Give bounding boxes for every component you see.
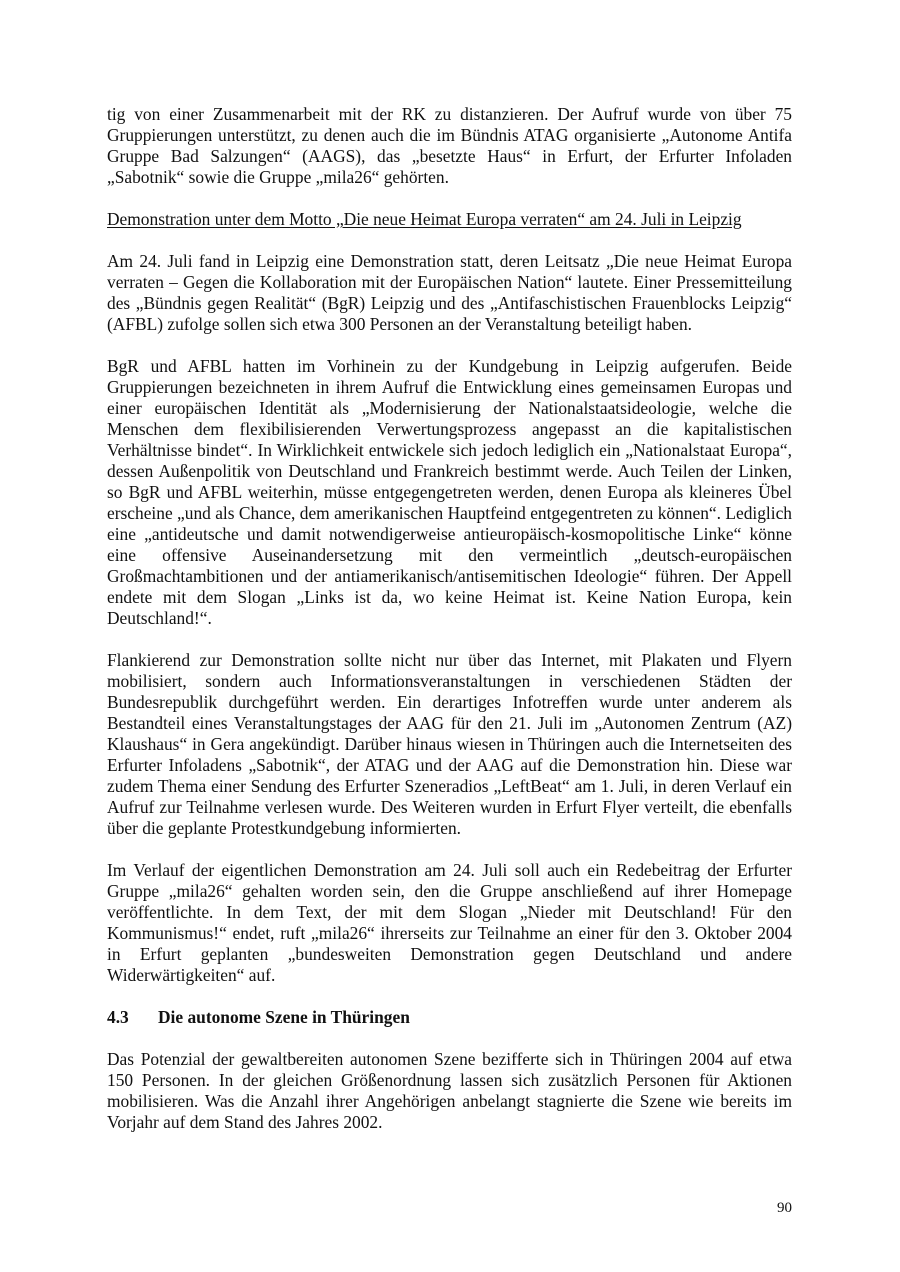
paragraph: Am 24. Juli fand in Leipzig eine Demonstration statt, deren Leitsatz „Die neue Heimat Europa verraten – Gegen die Kollaboration mit der Europäischen Nation“ lautete. Einer Pressemitteilung des „Bündnis gegen Realität“ (BgR) Leipzig und des „Antifaschistischen Frauenblocks Leipzig“ (AFBL) zufolge sollen sich etwa 300 Personen an der Veranstaltung beteiligt haben. xyxy=(107,251,792,334)
paragraph: tig von einer Zusammenarbeit mit der RK zu distanzieren. Der Aufruf wurde von über 75 Gruppierungen unterstützt, zu denen auch die im Bündnis ATAG organisierte „Autonome Antifa Gruppe Bad Salzungen“ (AAGS), das „besetzte Haus“ in Erfurt, der Erfurter Infoladen „Sabotnik“ sowie die Gruppe „mila26“ gehörten. xyxy=(107,104,792,187)
section-number: 4.3 xyxy=(107,1007,129,1027)
document-page xyxy=(107,104,792,1133)
subheading: Demonstration unter dem Motto „Die neue Heimat Europa verraten“ am 24. Juli in Leipzig xyxy=(107,209,742,229)
paragraph: Flankierend zur Demonstration sollte nicht nur über das Internet, mit Plakaten und Flyern mobilisiert, sondern auch Informationsveranstaltungen in verschiedenen Städten der Bundesrepublik durchgeführt werden. Ein derartiges Infotreffen wurde unter anderem als Bestandteil eines Veranstaltungstages der AAG für den 21. Juli im „Autonomen Zentrum (AZ) Klaushaus“ in Gera angekündigt. Darüber hinaus wiesen in Thüringen auch die Internetseiten des Erfurter Infoladens „Sabotnik“, der ATAG und der AAG auf die Demonstration hin. Diese war zudem Thema einer Sendung des Erfurter Szeneradios „LeftBeat“ am 1. Juli, in deren Verlauf ein Aufruf zur Teilnahme verlesen wurde. Des Weiteren wurden in Erfurt Flyer verteilt, die ebenfalls über die geplante Protestkundgebung informierten. xyxy=(107,650,792,838)
paragraph: Das Potenzial der gewaltbereiten autonomen Szene bezifferte sich in Thüringen 2004 auf etwa 150 Personen. In der gleichen Größenordnung lassen sich zusätzlich Personen für Aktionen mobilisieren. Was die Anzahl ihrer Angehörigen anbelangt stagnierte die Szene wie bereits im Vorjahr auf dem Stand des Jahres 2002. xyxy=(107,1049,792,1132)
page-number: 90 xyxy=(777,1200,792,1216)
paragraph: Im Verlauf der eigentlichen Demonstration am 24. Juli soll auch ein Redebeitrag der Erfurter Gruppe „mila26“ gehalten worden sein, den die Gruppe anschließend auf ihrer Homepage veröffentlichte. In dem Text, der mit dem Slogan „Nieder mit Deutschland! Für den Kommunismus!“ endet, ruft „mila26“ ihrerseits zur Teilnahme an einer für den 3. Oktober 2004 in Erfurt geplanten „bundesweiten Demonstration gegen Deutschland und andere Widerwärtigkeiten“ auf. xyxy=(107,860,792,985)
section-heading xyxy=(107,1007,792,1028)
paragraph: BgR und AFBL hatten im Vorhinein zu der Kundgebung in Leipzig aufgerufen. Beide Gruppierungen bezeichneten in ihrem Aufruf die Entwicklung eines gemeinsamen Europas und einer europäischen Identität als „Modernisierung der Nationalstaatsideologie, welche die Menschen dem flexibilisierenden Verwertungsprozess angepasst an die kapitalistischen Verhältnisse bindet“. In Wirklichkeit entwickele sich jedoch lediglich ein „Nationalstaat Europa“, dessen Außenpolitik von Deutschland und Frankreich bestimmt werde. Auch Teilen der Linken, so BgR und AFBL weiterhin, müsse entgegengetreten werden, denen Europa als kleineres Übel erscheine „und als Chance, dem amerikanischen Hauptfeind entgegentreten zu können“. Lediglich eine „antideutsche und damit notwendigerweise antieuropäisch-kosmopolitische Linke“ könne eine offensive Auseinandersetzung mit den vermeintlich „deutsch-europäischen Großmachtambitionen und der antiamerikanisch/antisemitischen Ideologie“ führen. Der Appell endete mit dem Slogan „Links ist da, wo keine Heimat ist. Keine Nation Europa, kein Deutschland!“. xyxy=(107,356,792,628)
section-title: Die autonome Szene in Thüringen xyxy=(158,1007,410,1027)
